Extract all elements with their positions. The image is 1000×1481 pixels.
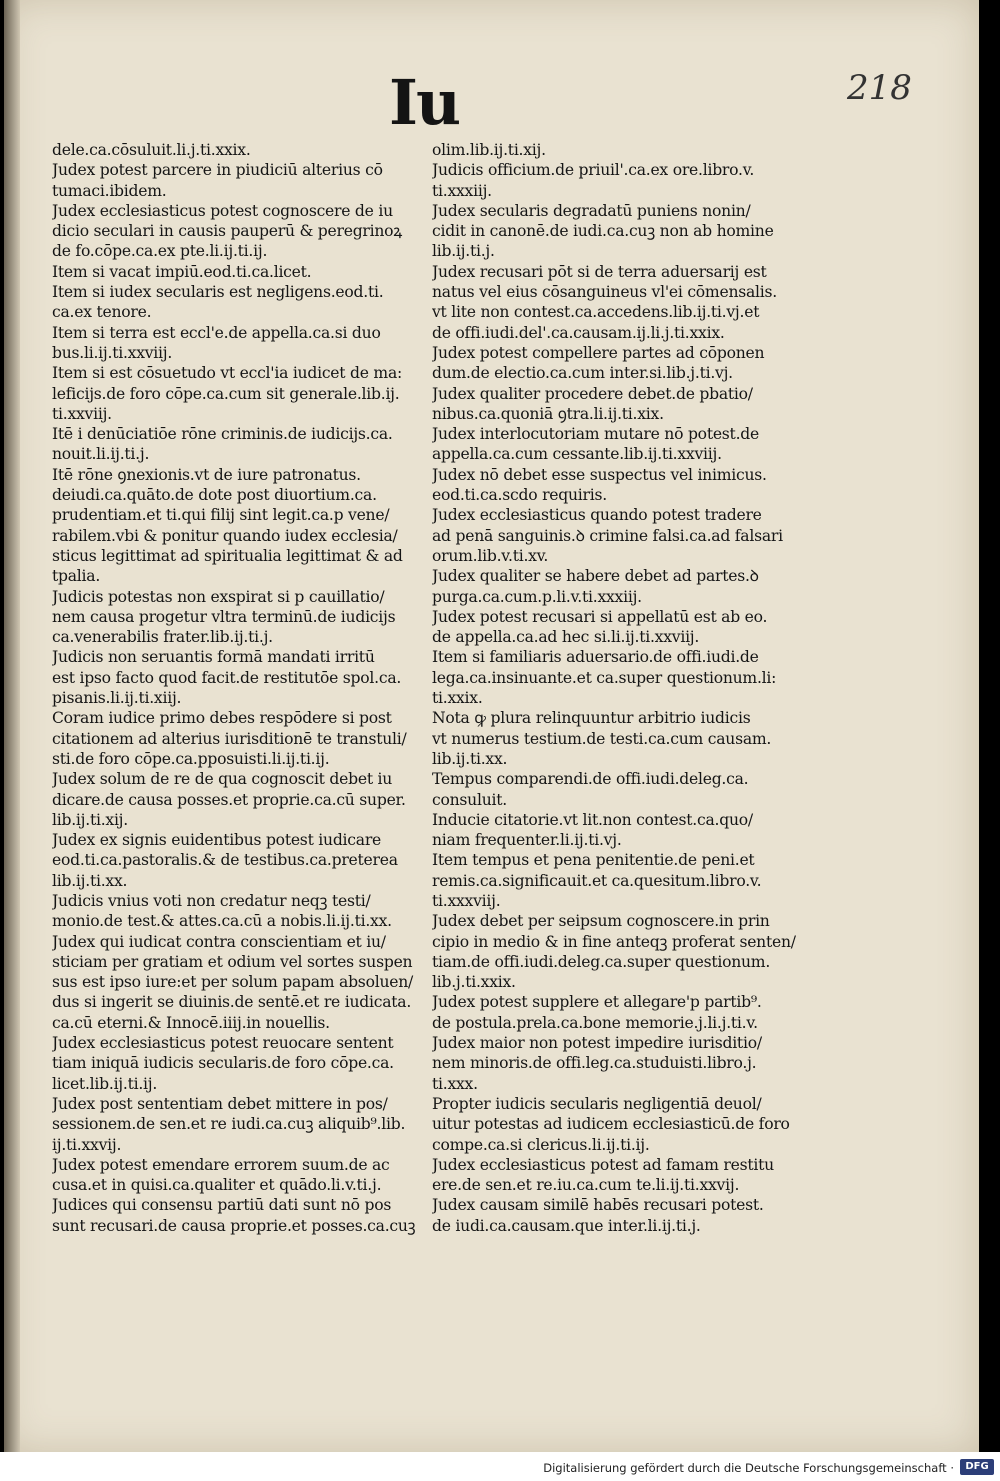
text-line: Judex ecclesiasticus potest ad famam restitu (432, 1155, 774, 1174)
text-line: Judex debet per seipsum cognoscere.in prin (432, 912, 770, 931)
text-line: deiudi.ca.quāto.de dote post diuortium.ca. (52, 486, 377, 505)
text-line: cidit in canonē.de iudi.ca.cuꝫ non ab homine (432, 222, 774, 241)
text-line: licet.lib.ij.ti.ij. (52, 1074, 158, 1093)
text-line: est ipso facto quod facit.de restitutōe spol.ca. (52, 668, 402, 687)
text-line: prudentiam.et ti.qui filij sint legit.ca.p vene/ (52, 506, 390, 525)
text-line: eod.ti.ca.pastoralis.& de testibus.ca.preterea (52, 851, 398, 870)
text-line: de appella.ca.ad hec si.li.ij.ti.xxviij. (432, 628, 700, 647)
text-line: dicio seculari in causis pauperū & peregrinoꝝ (52, 222, 403, 241)
text-line: ti.xxviij. (52, 404, 112, 423)
text-line: lega.ca.insinuante.et ca.super questionum.li: (432, 668, 777, 687)
text-line: Judex potest emendare errorem suum.de ac (52, 1155, 390, 1174)
text-line: leficijs.de foro cōpe.ca.cum sit generale.lib.ij. (52, 384, 400, 403)
text-line: compe.ca.si clericus.li.ij.ti.ij. (432, 1135, 650, 1154)
text-line: ad penā sanguinis.ꝺ crimine falsi.ca.ad falsari (432, 526, 783, 545)
running-headword: Iu (389, 66, 460, 139)
text-line: tpalia. (52, 567, 101, 586)
text-line: Judex ex signis euidentibus potest iudicare (52, 831, 382, 850)
text-line: lib.ij.ti.j. (432, 242, 495, 261)
text-line: Judex qui iudicat contra conscientiam et iu/ (52, 932, 386, 951)
text-line: bus.li.ij.ti.xxviij. (52, 343, 173, 362)
text-line: sus est ipso iure:et per solum papam absoluen/ (52, 973, 414, 992)
text-line: ca.ex tenore. (52, 303, 152, 322)
dfg-logo: DFG (960, 1459, 994, 1475)
text-line: rabilem.vbi & ponitur quando iudex ecclesia/ (52, 526, 398, 545)
text-line: Judex potest parcere in piudiciū alterius cō (52, 161, 383, 180)
text-line: Judex interlocutoriam mutare nō potest.de (432, 425, 759, 444)
text-line: Propter iudicis secularis negligentiā deuol/ (432, 1094, 762, 1113)
text-line: lib.ij.ti.xij. (52, 810, 128, 829)
text-line: ti.xxix. (432, 689, 483, 708)
folio-number: 218 (847, 68, 912, 108)
text-line: Judicis potestas non exspirat si p cauillatio/ (52, 587, 385, 606)
scanned-page (4, 0, 979, 1452)
text-line: Judex potest recusari si appellatū est ab eo. (432, 607, 768, 626)
text-line: Judex maior non potest impedire iurisditio/ (432, 1034, 762, 1053)
text-line: consuluit. (432, 790, 507, 809)
text-line: Itē rōne ꝯnexionis.vt de iure patronatus. (52, 465, 361, 484)
text-line: sessionem.de sen.et re iudi.ca.cuꝫ aliquib⁹.lib. (52, 1115, 406, 1134)
text-line: Judex post sententiam debet mittere in pos/ (52, 1094, 388, 1113)
funding-notice: Digitalisierung gefördert durch die Deutsche Forschungsgemeinschaft · (543, 1461, 954, 1475)
text-line: dus si ingerit se diuinis.de sentē.et re iudicata. (52, 993, 412, 1012)
text-line: vt numerus testium.de testi.ca.cum causam. (432, 729, 772, 748)
text-line: Judex qualiter se habere debet ad partes.ꝺ (432, 567, 759, 586)
text-line: orum.lib.v.ti.xv. (432, 546, 549, 565)
text-line: purga.ca.cum.p.li.v.ti.xxxiij. (432, 587, 642, 606)
text-line: nouit.li.ij.ti.j. (52, 445, 150, 464)
text-line: lib.ij.ti.xx. (52, 871, 128, 890)
text-line: Item si terra est eccl'e.de appella.ca.si duo (52, 323, 381, 342)
text-line: sticus legittimat ad spiritualia legittimat & ad (52, 546, 403, 565)
text-line: Nota ꝙ plura relinquuntur arbitrio iudicis (432, 709, 751, 728)
text-line: Judicis officium.de priuil'.ca.ex ore.libro.v. (432, 161, 755, 180)
text-line: Judex recusari pōt si de terra aduersarij est (432, 262, 767, 281)
text-line: Judicis vnius voti non credatur neqꝫ testi/ (52, 891, 371, 910)
text-line: eod.ti.ca.scdo requiris. (432, 486, 607, 505)
text-line: pisanis.li.ij.ti.xiij. (52, 689, 182, 708)
text-line: citationem ad alterius iurisditionē te transtuli/ (52, 729, 407, 748)
text-line: appella.ca.cum cessante.lib.ij.ti.xxviij. (432, 445, 722, 464)
text-line: nem causa progetur vltra terminū.de iudicijs (52, 607, 396, 626)
text-line: Item si iudex secularis est negligens.eod.ti. (52, 283, 384, 302)
text-line: vt lite non contest.ca.accedens.lib.ij.ti.vj.et (432, 303, 760, 322)
text-line: Itē i denūciatiōe rōne criminis.de iudicijs.ca. (52, 425, 393, 444)
text-line: Judex potest compellere partes ad cōponen (432, 343, 765, 362)
right-column (432, 140, 812, 1236)
text-line: ca.cū eterni.& Innocē.iiij.in nouellis. (52, 1013, 330, 1032)
text-line: cusa.et in quisi.ca.qualiter et quādo.li.v.ti.j. (52, 1176, 382, 1195)
text-line: nem minoris.de offi.leg.ca.studuisti.libro.j. (432, 1054, 757, 1073)
text-line: uitur potestas ad iudicem ecclesiasticū.de foro (432, 1115, 790, 1134)
text-line: tiam iniquā iudicis secularis.de foro cōpe.ca. (52, 1054, 394, 1073)
text-line: lib.j.ti.xxix. (432, 973, 516, 992)
text-line: Inducie citatorie.vt lit.non contest.ca.quo/ (432, 810, 753, 829)
text-line: Judex secularis degradatū puniens nonin/ (432, 201, 751, 220)
text-line: nibus.ca.quoniā ꝯtra.li.ij.ti.xix. (432, 404, 664, 423)
text-line: ti.xxxiij. (432, 181, 492, 200)
text-line: Item si est cōsuetudo vt eccl'ia iudicet de ma: (52, 364, 403, 383)
text-line: niam frequenter.li.ij.ti.vj. (432, 831, 622, 850)
text-line: cipio in medio & in fine anteqꝫ proferat senten/ (432, 932, 796, 951)
text-line: Judices qui consensu partiū dati sunt nō pos (52, 1196, 392, 1215)
text-line: Judex ecclesiasticus potest reuocare sentent (52, 1034, 394, 1053)
text-line: ca.venerabilis frater.lib.ij.ti.j. (52, 628, 273, 647)
text-line: dicare.de causa posses.et proprie.ca.cū super. (52, 790, 406, 809)
text-line: Judex potest supplere et allegare'p partib⁹. (432, 993, 762, 1012)
text-line: sunt recusari.de causa proprie.et posses.ca.cuꝫ (52, 1216, 416, 1235)
text-line: remis.ca.significauit.et ca.quesitum.libro.v. (432, 871, 762, 890)
text-line: ere.de sen.et re.iu.ca.cum te.li.ij.ti.xxvij. (432, 1176, 740, 1195)
text-line: Judex causam similē habēs recusari potest. (432, 1196, 764, 1215)
text-line: sti.de foro cōpe.ca.pposuisti.li.ij.ti.ij. (52, 749, 330, 768)
text-line: Judex solum de re de qua cognoscit debet iu (52, 770, 393, 789)
text-line: Item tempus et pena penitentie.de peni.et (432, 851, 755, 870)
text-line: de fo.cōpe.ca.ex pte.li.ij.ti.ij. (52, 242, 268, 261)
text-line: de iudi.ca.causam.que inter.li.ij.ti.j. (432, 1216, 701, 1235)
text-line: sticiam per gratiam et odium vel sortes suspen (52, 952, 413, 971)
text-line: Judex ecclesiasticus potest cognoscere de iu (52, 201, 393, 220)
text-line: olim.lib.ij.ti.xij. (432, 141, 546, 159)
text-line: de postula.prela.ca.bone memorie.j.li.j.ti.v. (432, 1013, 758, 1032)
text-line: dum.de electio.ca.cum inter.si.lib.j.ti.vj. (432, 364, 733, 383)
text-line: tumaci.ibidem. (52, 181, 167, 200)
text-line: Judex qualiter procedere debet.de pbatio/ (432, 384, 753, 403)
text-line: dele.ca.cōsuluit.li.j.ti.xxix. (52, 141, 251, 159)
text-line: Judicis non seruantis formā mandati irritū (52, 648, 375, 667)
text-line: Item si vacat impiū.eod.ti.ca.licet. (52, 262, 312, 281)
text-line: natus vel eius cōsanguineus vl'ei cōmensalis. (432, 283, 777, 302)
text-line: ti.xxx. (432, 1074, 478, 1093)
text-line: Tempus comparendi.de offi.iudi.deleg.ca. (432, 770, 749, 789)
text-line: tiam.de offi.iudi.deleg.ca.super questionum. (432, 952, 771, 971)
text-line: Judex ecclesiasticus quando potest tradere (432, 506, 762, 525)
text-line: de offi.iudi.del'.ca.causam.ij.li.j.ti.xxix. (432, 323, 725, 342)
text-line: Item si familiaris aduersario.de offi.iudi.de (432, 648, 759, 667)
text-line: Judex nō debet esse suspectus vel inimicus. (432, 465, 767, 484)
text-line: Coram iudice primo debes respōdere si post (52, 709, 392, 728)
text-line: monio.de test.& attes.ca.cū a nobis.li.ij.ti.xx. (52, 912, 392, 931)
left-column (52, 140, 432, 1236)
text-line: ij.ti.xxvij. (52, 1135, 122, 1154)
text-line: lib.ij.ti.xx. (432, 749, 508, 768)
gutter-shadow (4, 0, 20, 1452)
text-line: ti.xxxviij. (432, 891, 501, 910)
